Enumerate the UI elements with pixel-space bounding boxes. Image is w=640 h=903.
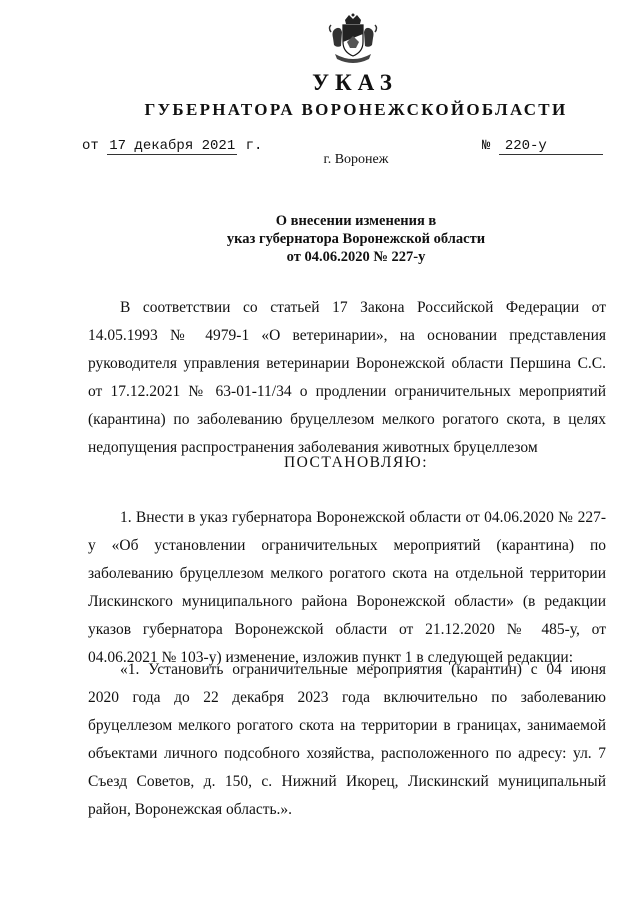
document-subtitle: ГУБЕРНАТОРА ВОРОНЕЖСКОЙОБЛАСТИ <box>144 100 568 119</box>
item-1-text-block <box>88 656 606 824</box>
coat-of-arms-icon <box>325 12 381 68</box>
decree-word: ПОСТАНОВЛЯЮ: <box>283 454 429 471</box>
heading-line-1: О внесении изменения в <box>275 213 437 229</box>
document-heading <box>0 212 640 266</box>
item-1-quoted-text: «1. Установить ограничительные мероприятия (карантин) с 04 июня 2020 года до 22 декабря 2023 года включительно по заболеванию бруцеллезом мелкого рогатого скота на территории в границах, занимаемой объектами личного подсобного хозяйства, расположенного по адресу: ул. 7 Съезд Советов, д. 150, с. Нижний Икорец, Лискинский муниципальный район, Воронежская область.». <box>88 661 606 818</box>
date-value: 17 декабря 2021 <box>109 138 236 154</box>
preamble-paragraph: В соответствии со статьей 17 Закона Российской Федерации от 14.05.1993 № 4979-1 «О ветеринарии», на основании представления руководителя управления ветеринарии Воронежской области Першина С.С. от 17.12.2021 № 63-01-11/34 о продлении ограничительных мероприятий (карантина) по заболеванию бруцеллезом мелкого рогатого скота, в целях недопущения распространения заболевания животных бруцеллезом <box>88 299 606 456</box>
number-prefix: № <box>482 138 491 154</box>
city-name: г. Воронеж <box>323 152 389 167</box>
date-prefix: от <box>82 138 99 154</box>
preamble-block <box>88 294 606 462</box>
item-1-paragraph: 1. Внести в указ губернатора Воронежской области от 04.06.2020 № 227-у «Об установлении ограничительных мероприятий (карантина) по заболеванию бруцеллезом мелкого рогатого скота на отдельной территории Лискинского муниципального района Воронежской области» (в редакции указов губернатора Воронежской области от 21.12.2020 № 485-у, от 04.06.2021 № 103-у) изменение, изложив пункт 1 в следующей редакции: <box>88 509 606 666</box>
item-1-block <box>88 504 606 672</box>
document-title: УКАЗ <box>312 70 398 95</box>
heading-line-3: от 04.06.2020 № 227-у <box>286 249 426 265</box>
heading-line-2: указ губернатора Воронежской области <box>226 231 486 247</box>
date-suffix: г. <box>245 138 263 154</box>
number-value: 220-у <box>499 138 603 155</box>
